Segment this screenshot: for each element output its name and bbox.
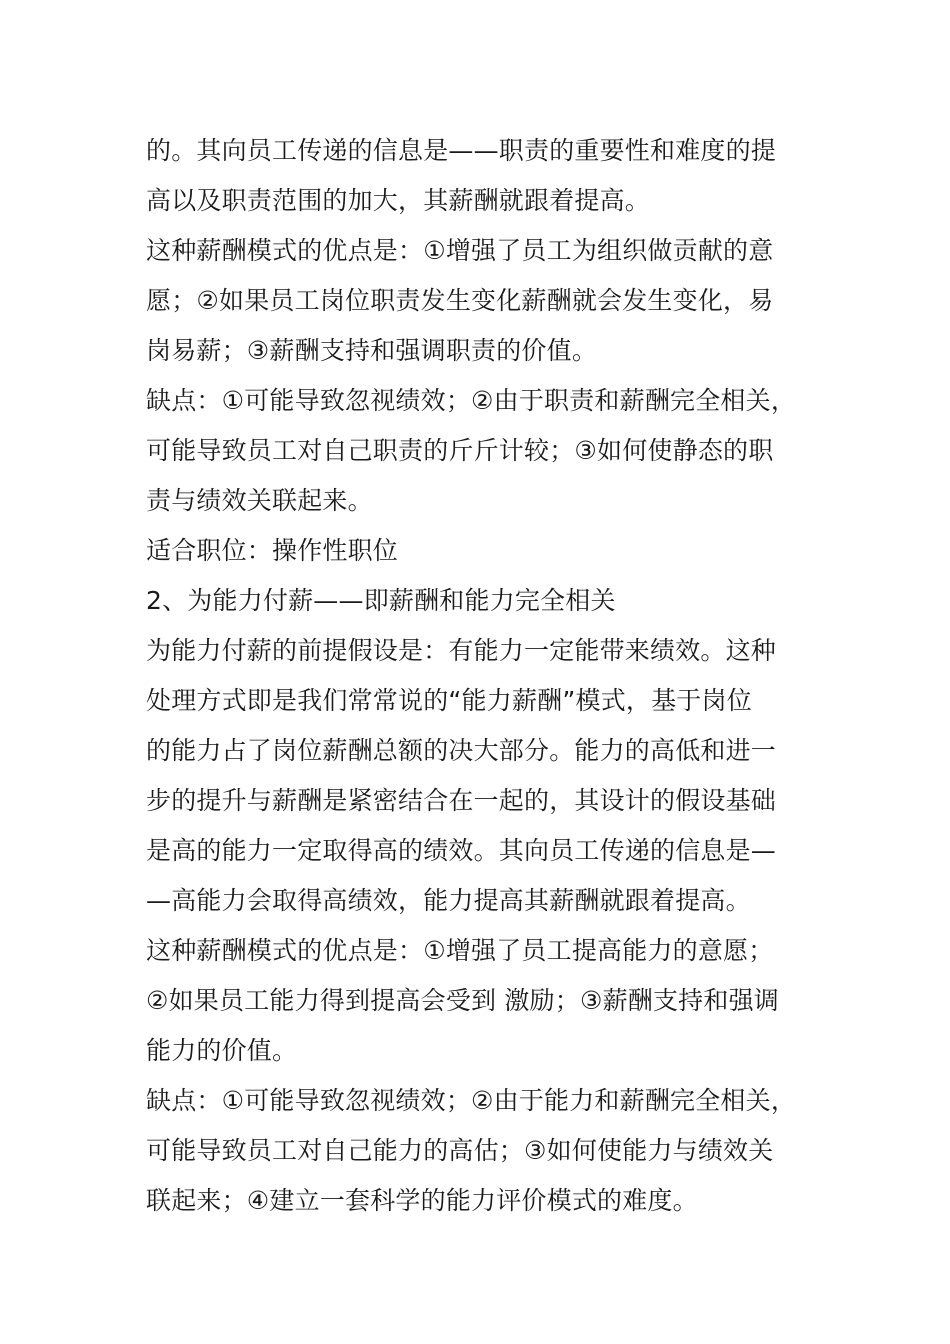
text-line: ②如果员工能力得到提高会受到 激励；③薪酬支持和强调	[146, 986, 779, 1015]
text-line: 缺点：①可能导致忽视绩效；②由于职责和薪酬完全相关，	[146, 386, 797, 415]
text-line: 处理方式即是我们常常说的“能力薪酬”模式，基于岗位	[146, 686, 752, 715]
text-line: 能力的价值。	[146, 1036, 298, 1065]
text-line: 是高的能力一定取得高的绩效。其向员工传递的信息是—	[146, 836, 777, 865]
text-line: 这种薪酬模式的优点是：①增强了员工为组织做贡献的意	[146, 236, 774, 265]
text-line: 愿；②如果员工岗位职责发生变化薪酬就会发生变化，易	[146, 286, 774, 315]
text-line: 高以及职责范围的加大，其薪酬就跟着提高。	[146, 186, 651, 215]
document-body	[146, 126, 806, 1226]
text-line: 步的提升与薪酬是紧密结合在一起的，其设计的假设基础	[146, 786, 777, 815]
text-line: 责与绩效关联起来。	[146, 486, 373, 515]
text-line: 的。其向员工传递的信息是——职责的重要性和难度的提	[146, 136, 777, 165]
text-line: 的能力占了岗位薪酬总额的决大部分。能力的高低和进一	[146, 736, 777, 765]
text-line: 为能力付薪的前提假设是：有能力一定能带来绩效。这种	[146, 636, 777, 665]
text-line: 岗易薪；③薪酬支持和强调职责的价值。	[146, 336, 598, 365]
text-line: —高能力会取得高绩效，能力提高其薪酬就跟着提高。	[146, 886, 751, 915]
text-line: 可能导致员工对自己能力的高估；③如何使能力与绩效关	[146, 1136, 774, 1165]
text-line: 可能导致员工对自己职责的斤斤计较；③如何使静态的职	[146, 436, 774, 465]
text-line: 适合职位：操作性职位	[146, 536, 399, 565]
text-line: 这种薪酬模式的优点是：①增强了员工提高能力的意愿；	[146, 936, 774, 965]
section-heading: 2、为能力付薪——即薪酬和能力完全相关	[146, 586, 616, 615]
text-line: 缺点：①可能导致忽视绩效；②由于能力和薪酬完全相关，	[146, 1086, 797, 1115]
text-line: 联起来；④建立一套科学的能力评价模式的难度。	[146, 1186, 698, 1215]
